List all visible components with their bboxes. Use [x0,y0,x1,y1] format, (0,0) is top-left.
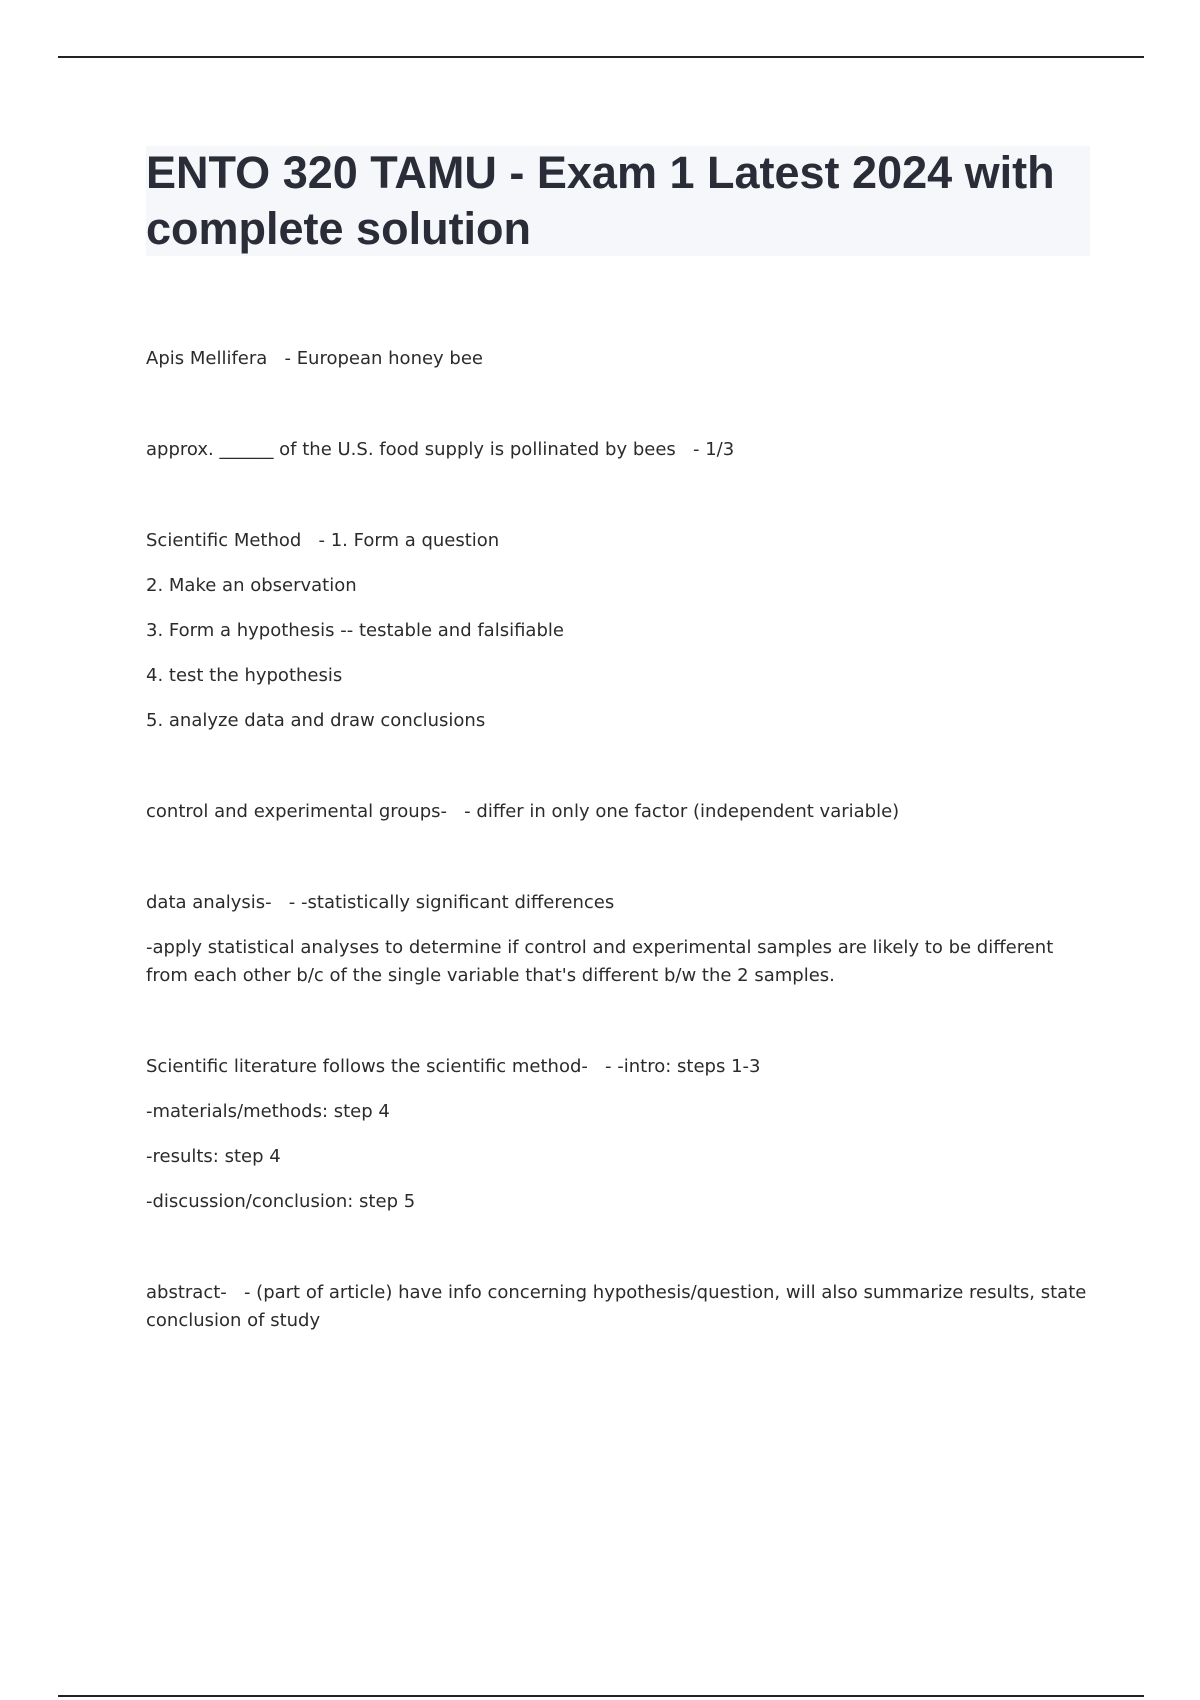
qa-line [146,1053,1090,1081]
qa-continuation: 4. test the hypothesis [146,665,343,686]
bottom-rule [58,1695,1144,1697]
qa-separator: - [447,801,477,822]
qa-term: Scientific Method [146,530,302,551]
qa-separator: - [675,439,706,460]
qa-continuation: -materials/methods: step 4 [146,1101,390,1122]
qa-continuation: -apply statistical analyses to determine if control and experimental samples are likely to be different from each other b/c of the single variable that's different b/w the 2 samples. [146,937,1059,986]
qa-term: Apis Mellifera [146,348,268,369]
qa-continuation: 5. analyze data and draw conclusions [146,710,486,731]
qa-term: Scientific literature follows the scientific method- [146,1056,588,1077]
qa-answer: European honey bee [296,348,483,369]
qa-continuation: 2. Make an observation [146,575,357,596]
qa-term: approx. ______ of the U.S. food supply is pollinated by bees [146,439,676,460]
qa-entry [146,345,1090,373]
document-body [146,345,1093,1398]
qa-separator: - [301,530,331,551]
qa-continuation: 3. Form a hypothesis -- testable and falsifiable [146,620,564,641]
qa-answer: 1. Form a question [330,530,500,551]
qa-entry [146,527,1090,735]
qa-entry [146,1053,1090,1216]
qa-entry [146,798,1090,826]
qa-line [146,345,1090,373]
qa-answer: -intro: steps 1-3 [617,1056,761,1077]
qa-answer: -statistically significant differences [301,892,615,913]
qa-separator: - [271,892,302,913]
qa-entry [146,889,1090,990]
qa-continuation: -discussion/conclusion: step 5 [146,1191,416,1212]
qa-line [146,436,1090,464]
qa-separator: - [587,1056,618,1077]
qa-line [146,1279,1093,1335]
qa-answer: (part of article) have info concerning hypothesis/question, will also summarize results, state conclusion of study [146,1282,1093,1331]
top-rule [58,56,1144,58]
document-title: ENTO 320 TAMU - Exam 1 Latest 2024 with complete solution [146,147,1055,254]
qa-entry [146,436,1090,464]
qa-line [146,889,1090,917]
qa-answer: differ in only one factor (independent variable) [476,801,900,822]
qa-line [146,798,1090,826]
qa-line [146,527,1090,555]
qa-answer: 1/3 [705,439,735,460]
qa-entry [146,1279,1093,1335]
qa-continuation: -results: step 4 [146,1146,281,1167]
qa-separator: - [267,348,297,369]
qa-term: data analysis- [146,892,272,913]
qa-term: abstract- [146,1282,227,1303]
qa-separator: - [226,1282,257,1303]
qa-term: control and experimental groups- [146,801,447,822]
